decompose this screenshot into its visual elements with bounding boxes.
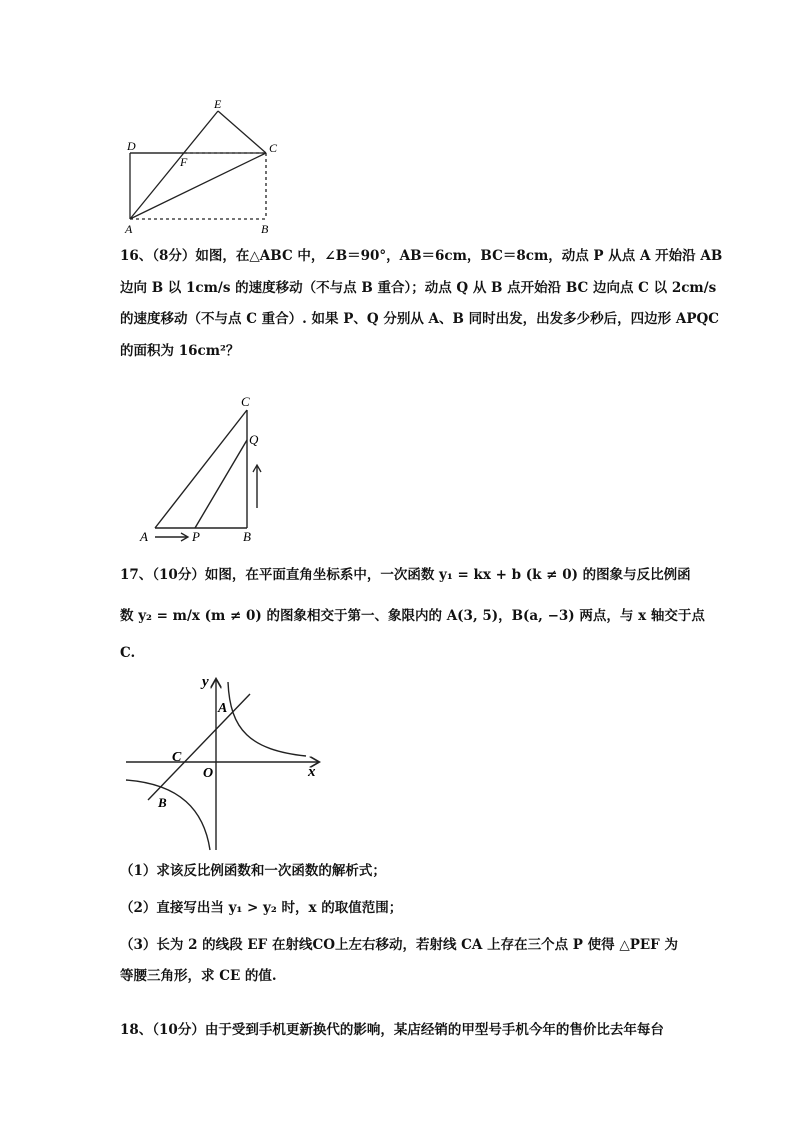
label-d: D <box>127 139 136 153</box>
q18-line-1: 18、（10分）由于受到手机更新换代的影响，某店经销的甲型号手机今年的售价比去年每台 <box>120 1022 664 1038</box>
segment-ec <box>218 111 266 153</box>
label-y: y <box>202 674 209 690</box>
label-b: B <box>261 222 269 236</box>
q16-line-3: 的速度移动（不与点 C 重合）. 如果 P、Q 分别从 A、B 同时出发，出发多少秒后，四边形 APQC <box>120 311 719 327</box>
label-e: E <box>214 97 222 111</box>
q17-line-3: C. <box>120 645 136 661</box>
hyperbola-branch-2 <box>126 780 210 850</box>
label-a: A <box>125 222 133 236</box>
q16-line-2: 边向 B 以 1cm/s 的速度移动（不与点 B 重合）；动点 Q 从 B 点开始沿 BC 边向点 C 以 2cm/s <box>120 280 717 296</box>
q16-line-1: 16、（8分）如图，在△ABC 中，∠B＝90°，AB＝6cm，BC＝8cm，动点 P 从点 A 开始沿 AB <box>120 248 723 264</box>
figure-right-triangle <box>135 390 275 550</box>
label-a: A <box>218 701 228 716</box>
label-x: x <box>308 764 316 780</box>
label-c: C <box>241 394 250 409</box>
label-q: Q <box>249 432 259 447</box>
segment-pq <box>195 440 247 528</box>
diagonal-ac <box>130 153 266 219</box>
figure-rectangle-fold <box>118 95 288 240</box>
label-c: C <box>172 750 182 765</box>
q16-line-4: 的面积为 16cm²？ <box>120 343 240 359</box>
figure-coordinate-graph <box>120 670 330 855</box>
label-b: B <box>243 529 251 544</box>
q17-sub-2: （2）直接写出当 y₁ > y₂ 时，x 的取值范围； <box>120 900 403 916</box>
label-a: A <box>140 529 148 544</box>
side-ac <box>155 410 247 528</box>
q17-sub-3-line-1: （3）长为 2 的线段 EF 在射线CO上左右移动，若射线 CA 上存在三个点 P 使得 △PEF 为 <box>120 937 678 953</box>
label-o: O <box>203 766 214 781</box>
segment-ae <box>130 111 218 219</box>
q17-sub-1: （1）求该反比例函数和一次函数的解析式； <box>120 863 386 879</box>
label-b: B <box>158 795 167 810</box>
hyperbola-branch-1 <box>228 682 306 756</box>
label-c: C <box>269 141 278 155</box>
linear-function-line <box>148 694 250 800</box>
q17-line-1: 17、（10分）如图，在平面直角坐标系中，一次函数 y₁ = kx + b (k ≠ 0) 的图象与反比例函 <box>120 567 691 583</box>
label-p: P <box>192 529 200 544</box>
q17-sub-3-line-2: 等腰三角形，求 CE 的值. <box>120 968 277 984</box>
q17-line-2: 数 y₂ = m/x (m ≠ 0) 的图象相交于第一、象限内的 A(3, 5)，B(a, −3) 两点，与 x 轴交于点 <box>120 608 705 624</box>
label-f: F <box>180 155 188 169</box>
